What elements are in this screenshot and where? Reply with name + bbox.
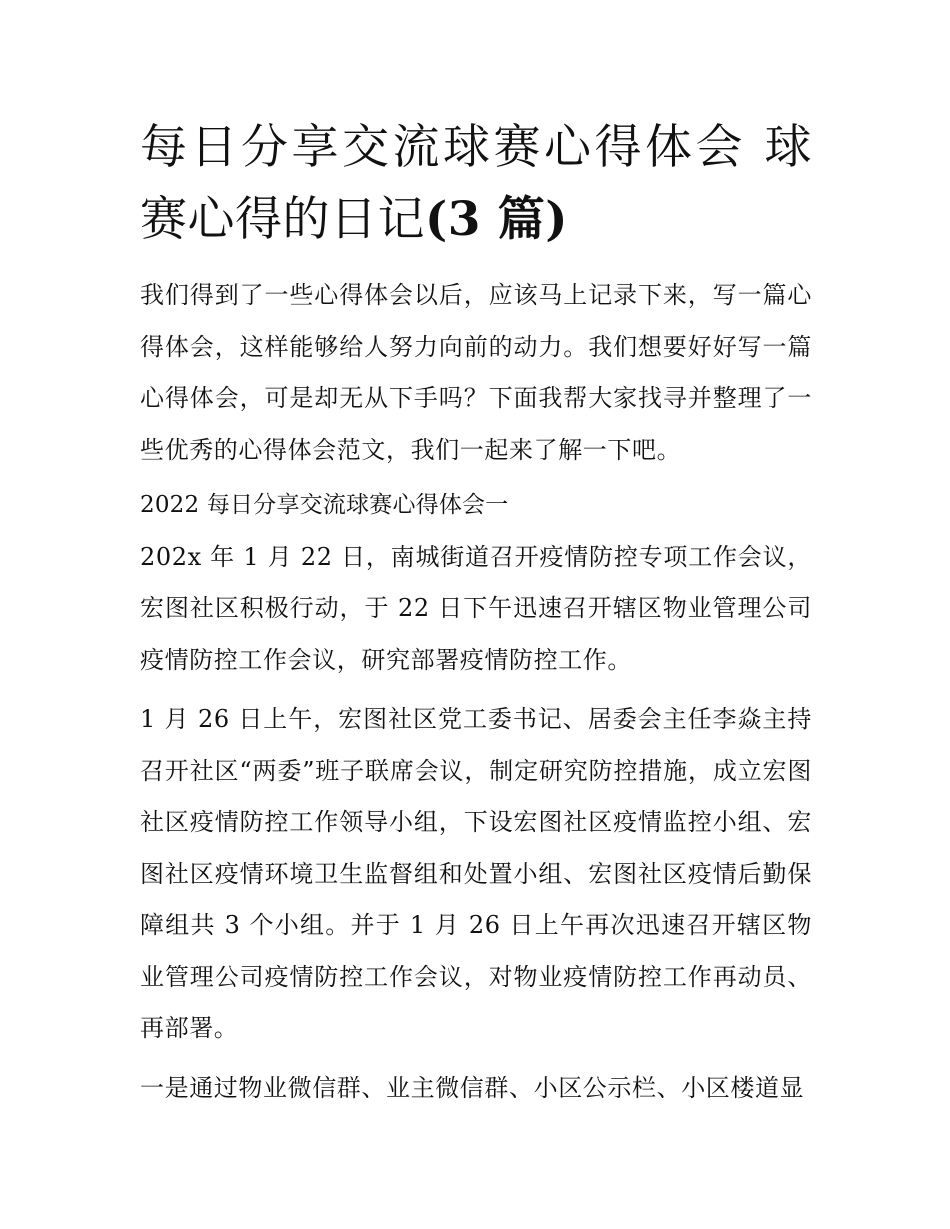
body-paragraph-2: 1 月 26 日上午，宏图社区党工委书记、居委会主任李焱主持召开社区“两委”班子联席会议，制定研究防控措施，成立宏图社区疫情防控工作领导小组，下设宏图社区疫情监控小组、宏图社区疫情环境卫生监督组和处置小组、宏图社区疫情后勤保障组共 3 个小组。并于 1 月 26 日上午再次迅速召开辖区物业管理公司疫情防控工作会议，对物业疫情防控工作再动员、再部署。 [140, 705, 812, 1042]
body-paragraph-1: 202x 年 1 月 22 日，南城街道召开疫情防控专项工作会议，宏图社区积极行动，于 22 日下午迅速召开辖区物业管理公司疫情防控工作会议，研究部署疫情防控工作。 [140, 542, 812, 674]
document-title [140, 112, 812, 256]
body-paragraph-3: 一是通过物业微信群、业主微信群、小区公示栏、小区楼道显 [140, 1073, 805, 1102]
section-heading: 2022 每日分享交流球赛心得体会一 [140, 492, 509, 518]
document-title-main: 每日分享交流球赛心得体会 球赛心得的日记 [140, 120, 812, 247]
document-page [140, 112, 812, 1114]
intro-paragraph: 我们得到了一些心得体会以后，应该马上记录下来，写一篇心得体会，这样能够给人努力向前的动力。我们想要好好写一篇心得体会，可是却无从下手吗？下面我帮大家找寻并整理了一些优秀的心得体会范文，我们一起来了解一下吧。 [140, 281, 812, 464]
document-title-count: (3 篇) [425, 192, 569, 247]
